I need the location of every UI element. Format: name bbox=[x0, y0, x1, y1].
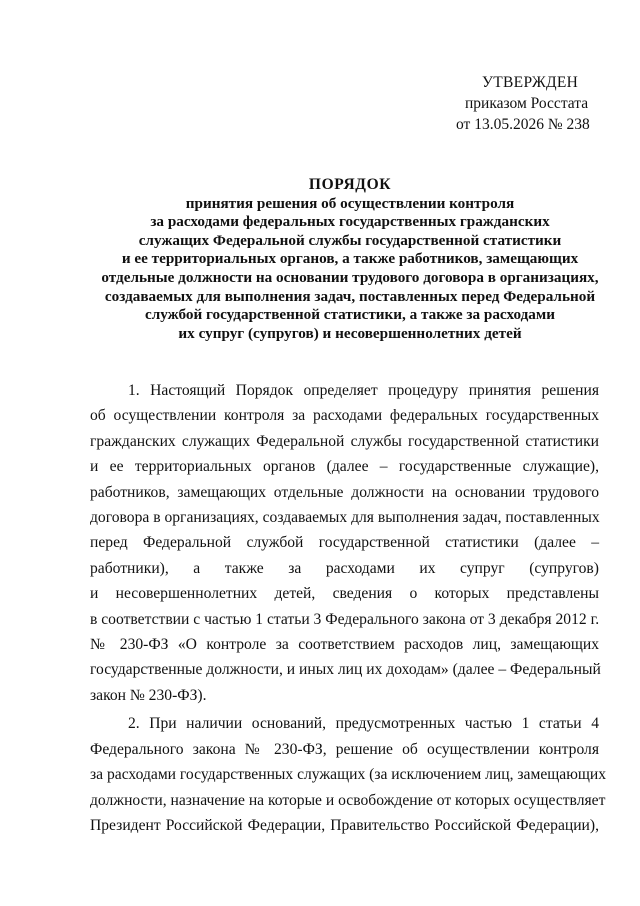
text-line: договора в организациях, создаваемых для выполнения задач, поставленных bbox=[90, 509, 600, 527]
title-line: отдельные должности на основании трудового договора в организациях, bbox=[101, 268, 599, 286]
text-line: за расходами государственных служащих (за исключением лиц, замещающих bbox=[90, 766, 606, 784]
text-line: и ее территориальных органов (далее – государственные служащие), bbox=[90, 458, 599, 476]
title-line: и ее территориальных органов, а также работников, замещающих bbox=[121, 250, 579, 268]
text-line: гражданских служащих Федеральной службы государственной статистики bbox=[90, 432, 599, 450]
text-line: должности, назначение на которые и освобождение от которых осуществляет bbox=[90, 791, 606, 809]
text-line: в соответствии с частью 1 статьи 3 Федерального закона от 3 декабря 2012 г. bbox=[90, 610, 600, 628]
document-title bbox=[80, 176, 620, 343]
approval-heading: УТВЕРЖДЕН bbox=[482, 74, 579, 91]
text-line: об осуществлении контроля за расходами федеральных государственных bbox=[90, 407, 599, 425]
text-line: Президент Российской Федерации, Правительство Российской Федерации), bbox=[90, 816, 599, 834]
document-body bbox=[90, 378, 606, 838]
text-line: закон № 230-ФЗ). bbox=[90, 686, 207, 704]
title-line: службой государственной статистики, а также за расходами bbox=[145, 306, 555, 324]
approval-stamp bbox=[440, 72, 600, 135]
paragraph-1 bbox=[90, 378, 599, 708]
title-line: за расходами федеральных государственных гражданских bbox=[150, 213, 550, 231]
title-line: принятия решения об осуществлении контроля bbox=[185, 194, 515, 212]
text-line: Федерального закона № 230-ФЗ, решение об осуществлении контроля bbox=[90, 740, 599, 758]
text-line: работников, замещающих отдельные должности на основании трудового bbox=[90, 483, 599, 501]
text-line: и несовершеннолетних детей, сведения о которых представлены bbox=[90, 585, 599, 603]
title-line: служащих Федеральной службы государственной статистики bbox=[138, 231, 562, 249]
title-main: ПОРЯДОК bbox=[308, 176, 392, 193]
text-line: 1. Настоящий Порядок определяет процедуру принятия решения bbox=[128, 382, 599, 399]
text-line: 2. При наличии оснований, предусмотренных частью 1 статьи 4 bbox=[128, 715, 599, 733]
paragraph-2 bbox=[90, 711, 606, 838]
title-line: создаваемых для выполнения задач, поставленных перед Федеральной bbox=[104, 287, 596, 305]
title-line: их супруг (супругов) и несовершеннолетних детей bbox=[178, 324, 522, 342]
text-line: работники), а также за расходами их супруг (супругов) bbox=[90, 559, 599, 577]
approval-order: приказом Росстата bbox=[465, 95, 589, 112]
text-line: № 230-ФЗ «О контроле за соответствием расходов лиц, замещающих bbox=[90, 636, 599, 654]
text-line: государственные должности, и иных лиц их доходам» (далее – Федеральный bbox=[90, 661, 601, 679]
approval-date-number: от 13.05.2026 № 238 bbox=[456, 116, 590, 133]
text-line: перед Федеральной службой государственной статистики (далее – bbox=[90, 534, 599, 552]
